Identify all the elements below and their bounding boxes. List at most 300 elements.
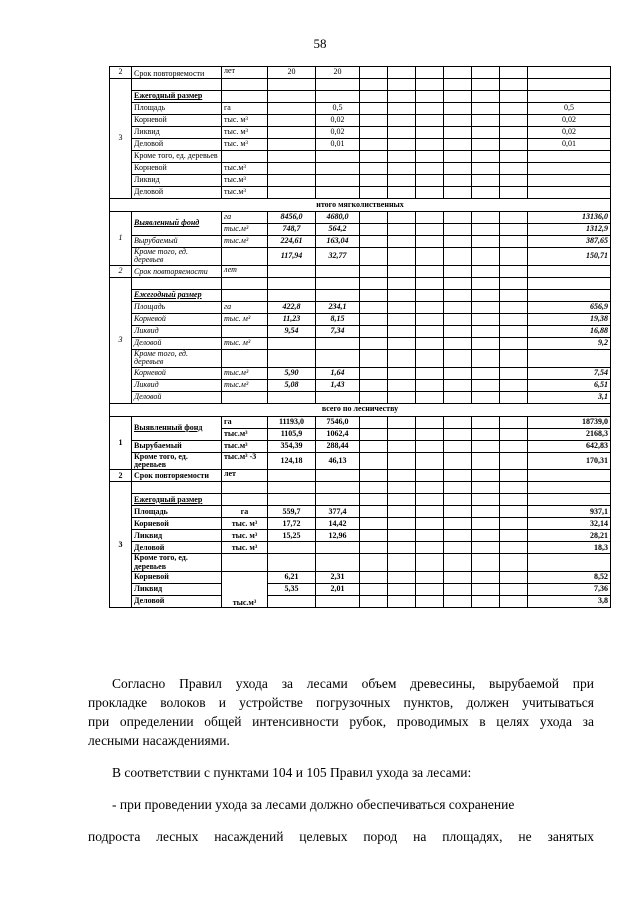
- table-cell: 559,7: [268, 506, 316, 518]
- empty-cell: [416, 289, 444, 301]
- empty-cell: [416, 482, 444, 494]
- empty-cell: [500, 325, 528, 337]
- empty-cell: [132, 91, 222, 103]
- table-cell: 13136,0: [528, 212, 611, 224]
- empty-cell: [388, 452, 416, 470]
- table-cell: тыс.м³: [222, 163, 268, 175]
- table-cell: 288,44: [316, 440, 360, 452]
- empty-cell: [268, 163, 316, 175]
- empty-cell: [360, 265, 388, 277]
- empty-cell: [416, 91, 444, 103]
- empty-cell: [388, 367, 416, 379]
- table-row: [110, 349, 611, 367]
- table-cell: [316, 542, 360, 554]
- empty-cell: [268, 115, 316, 127]
- empty-cell: [268, 103, 316, 115]
- empty-cell: [500, 428, 528, 440]
- empty-cell: [388, 518, 416, 530]
- empty-cell: [388, 470, 416, 482]
- empty-cell: [500, 494, 528, 506]
- empty-cell: [444, 554, 472, 572]
- empty-cell: [360, 151, 388, 163]
- table-row: [110, 391, 611, 403]
- empty-cell: [500, 349, 528, 367]
- empty-cell: [472, 187, 500, 199]
- empty-cell: [500, 416, 528, 428]
- empty-cell: [444, 103, 472, 115]
- empty-cell: [388, 584, 416, 596]
- empty-cell: [268, 277, 316, 289]
- empty-cell: [132, 79, 222, 91]
- table-cell: 170,31: [528, 452, 611, 470]
- empty-cell: [472, 452, 500, 470]
- table-cell: 5,08: [268, 379, 316, 391]
- empty-cell: [316, 470, 360, 482]
- empty-cell: [388, 337, 416, 349]
- page-number: 58: [313, 36, 327, 51]
- empty-cell: [416, 163, 444, 175]
- empty-cell: [472, 325, 500, 337]
- table-cell: тыс.м³: [222, 175, 268, 187]
- empty-cell: [360, 248, 388, 266]
- empty-cell: [472, 416, 500, 428]
- empty-cell: [500, 175, 528, 187]
- empty-cell: [360, 175, 388, 187]
- empty-cell: [416, 596, 444, 608]
- table-cell: Деловой: [132, 391, 222, 403]
- empty-cell: [388, 265, 416, 277]
- empty-cell: [360, 325, 388, 337]
- empty-cell: [388, 440, 416, 452]
- empty-cell: [388, 428, 416, 440]
- table-row: [110, 248, 611, 266]
- table-cell: Площадь: [132, 103, 222, 115]
- row-number: 3: [110, 79, 132, 199]
- empty-cell: [472, 265, 500, 277]
- empty-cell: [416, 224, 444, 236]
- empty-cell: [500, 139, 528, 151]
- table-cell: Деловой: [132, 187, 222, 199]
- empty-cell: [444, 530, 472, 542]
- empty-cell: [444, 325, 472, 337]
- empty-cell: [444, 248, 472, 266]
- section-header-row: [110, 403, 611, 416]
- table-cell: 9,54: [268, 325, 316, 337]
- empty-cell: [472, 313, 500, 325]
- table-row: [110, 163, 611, 175]
- empty-cell: [360, 163, 388, 175]
- empty-cell: [388, 482, 416, 494]
- empty-cell: [444, 175, 472, 187]
- empty-cell: [472, 337, 500, 349]
- empty-cell: [500, 440, 528, 452]
- empty-cell: [388, 313, 416, 325]
- table-cell: 17,72: [268, 518, 316, 530]
- empty-cell: [360, 542, 388, 554]
- empty-cell: [500, 530, 528, 542]
- table-row: [110, 554, 611, 572]
- empty-cell: [360, 236, 388, 248]
- table-cell: 0,5: [528, 103, 611, 115]
- empty-cell: [500, 151, 528, 163]
- table-cell: Ликвид: [132, 325, 222, 337]
- table-cell: Корневой: [132, 518, 222, 530]
- empty-cell: [416, 301, 444, 313]
- empty-cell: [360, 391, 388, 403]
- empty-cell: [360, 554, 388, 572]
- empty-cell: [500, 265, 528, 277]
- empty-cell: [360, 440, 388, 452]
- empty-cell: [360, 301, 388, 313]
- table-cell: 1105,9: [268, 428, 316, 440]
- table-cell: 2: [110, 470, 132, 482]
- empty-cell: [222, 482, 268, 494]
- table-cell: лет: [222, 470, 268, 482]
- empty-cell: [472, 530, 500, 542]
- empty-cell: [316, 187, 360, 199]
- table-cell: 656,9: [528, 301, 611, 313]
- empty-cell: [500, 127, 528, 139]
- table-row: [110, 67, 611, 79]
- table-row: [110, 440, 611, 452]
- empty-cell: [472, 175, 500, 187]
- empty-cell: [444, 151, 472, 163]
- table-row: [110, 482, 611, 494]
- empty-cell: [472, 103, 500, 115]
- table-cell: тыс. м³: [222, 115, 268, 127]
- table-cell: 422,8: [268, 301, 316, 313]
- empty-cell: [268, 91, 316, 103]
- empty-cell: [472, 542, 500, 554]
- empty-cell: [500, 103, 528, 115]
- empty-cell: [388, 212, 416, 224]
- empty-cell: [500, 91, 528, 103]
- section-title: итого мягколиственных: [110, 199, 611, 212]
- table-cell: 124,18: [268, 452, 316, 470]
- empty-cell: [360, 313, 388, 325]
- table-cell: Кроме того, ед. деревьев: [132, 554, 222, 572]
- empty-cell: [500, 452, 528, 470]
- table-cell: 387,65: [528, 236, 611, 248]
- paragraph: В соответствии с пунктами 104 и 105 Правил ухода за лесами:: [112, 765, 472, 780]
- empty-cell: [316, 554, 360, 572]
- empty-cell: [444, 337, 472, 349]
- empty-cell: [444, 277, 472, 289]
- table-cell: [316, 391, 360, 403]
- unit-cell: лет: [222, 67, 268, 79]
- empty-cell: [500, 391, 528, 403]
- table-cell: тыс.м³: [222, 428, 268, 440]
- table-row: [110, 584, 611, 596]
- table-cell: 6,51: [528, 379, 611, 391]
- table-cell: га: [222, 103, 268, 115]
- table-row: [110, 265, 611, 277]
- paragraph: - при проведении ухода за лесами должно обеспечиваться сохранение: [112, 797, 515, 812]
- table-cell: 2168,3: [528, 428, 611, 440]
- empty-cell: [222, 494, 268, 506]
- empty-cell: [472, 79, 500, 91]
- table-row: [110, 530, 611, 542]
- table-cell: Деловой: [132, 596, 222, 608]
- empty-cell: [360, 139, 388, 151]
- table-row: [110, 175, 611, 187]
- empty-cell: [528, 67, 611, 79]
- empty-cell: [132, 494, 222, 506]
- table-cell: 234,1: [316, 301, 360, 313]
- empty-cell: [500, 542, 528, 554]
- empty-cell: [444, 163, 472, 175]
- table-cell: тыс.м³: [222, 572, 268, 608]
- table-cell: 18739,0: [528, 416, 611, 428]
- empty-cell: [528, 265, 611, 277]
- empty-cell: [472, 248, 500, 266]
- empty-cell: [444, 349, 472, 367]
- empty-cell: [388, 91, 416, 103]
- paragraph-line: прокладке волоков и устройстве погрузочных пунктов, должен учитываться: [88, 695, 594, 710]
- empty-cell: [388, 248, 416, 266]
- empty-cell: [472, 67, 500, 79]
- empty-cell: [528, 163, 611, 175]
- empty-cell: [528, 151, 611, 163]
- empty-cell: [528, 187, 611, 199]
- table-row: [110, 313, 611, 325]
- empty-cell: [222, 289, 268, 301]
- table-cell: лет: [222, 265, 268, 277]
- row-number: 2: [110, 67, 132, 79]
- table-cell: га: [222, 301, 268, 313]
- table-cell: 14,42: [316, 518, 360, 530]
- paragraph-line: лесными насаждениями.: [88, 733, 230, 748]
- empty-cell: [500, 277, 528, 289]
- empty-cell: [360, 127, 388, 139]
- table-cell: Срок повторяемости: [132, 470, 222, 482]
- empty-cell: [388, 163, 416, 175]
- empty-cell: [360, 115, 388, 127]
- value-cell: 20: [268, 67, 316, 79]
- empty-cell: [444, 236, 472, 248]
- section-title: всего по лесничеству: [110, 403, 611, 416]
- empty-cell: [268, 187, 316, 199]
- empty-cell: [444, 542, 472, 554]
- table-cell: Корневой: [132, 115, 222, 127]
- empty-cell: [360, 572, 388, 584]
- empty-cell: [472, 554, 500, 572]
- empty-cell: [444, 187, 472, 199]
- empty-cell: [416, 151, 444, 163]
- table-cell: га: [222, 212, 268, 224]
- empty-cell: [360, 416, 388, 428]
- empty-cell: [360, 494, 388, 506]
- table-cell: 11193,0: [268, 416, 316, 428]
- table-cell: Вырубаемый: [132, 440, 222, 452]
- empty-cell: [360, 596, 388, 608]
- empty-cell: [316, 349, 360, 367]
- empty-cell: [472, 139, 500, 151]
- table-row: [110, 506, 611, 518]
- table-cell: 1,64: [316, 367, 360, 379]
- table-cell: 9,2: [528, 337, 611, 349]
- empty-cell: [500, 79, 528, 91]
- empty-cell: [444, 79, 472, 91]
- empty-cell: [528, 554, 611, 572]
- table-row: [110, 542, 611, 554]
- table-cell: 1: [110, 212, 132, 266]
- empty-cell: [388, 139, 416, 151]
- empty-cell: [472, 349, 500, 367]
- table-cell: 1,43: [316, 379, 360, 391]
- table-cell: 12,96: [316, 530, 360, 542]
- table-cell: Кроме того, ед. деревьев: [132, 452, 222, 470]
- empty-cell: [360, 337, 388, 349]
- table-cell: Корневой: [132, 313, 222, 325]
- empty-cell: [222, 248, 268, 266]
- empty-cell: [416, 494, 444, 506]
- empty-cell: [472, 470, 500, 482]
- empty-cell: [360, 482, 388, 494]
- empty-cell: [388, 554, 416, 572]
- table-row: [110, 115, 611, 127]
- empty-cell: [416, 506, 444, 518]
- table-row: [110, 325, 611, 337]
- empty-cell: [500, 67, 528, 79]
- table-row: [110, 277, 611, 289]
- table-cell: тыс.м³: [222, 224, 268, 236]
- empty-cell: [472, 572, 500, 584]
- empty-cell: [416, 313, 444, 325]
- table-cell: тыс.м³: [222, 379, 268, 391]
- table-cell: га: [222, 416, 268, 428]
- table-cell: 3: [110, 277, 132, 403]
- empty-cell: [528, 277, 611, 289]
- table-cell: тыс.м³: [222, 187, 268, 199]
- table-cell: 0,5: [316, 103, 360, 115]
- table-cell: 1312,9: [528, 224, 611, 236]
- empty-cell: [360, 212, 388, 224]
- table-cell: [316, 337, 360, 349]
- empty-cell: [388, 79, 416, 91]
- empty-cell: [444, 127, 472, 139]
- empty-cell: [472, 151, 500, 163]
- table-cell: 28,21: [528, 530, 611, 542]
- table-cell: Корневой: [132, 367, 222, 379]
- empty-cell: [416, 265, 444, 277]
- table-cell: га: [222, 506, 268, 518]
- empty-cell: [416, 470, 444, 482]
- value-cell: 20: [316, 67, 360, 79]
- table-cell: тыс. м³: [222, 518, 268, 530]
- table-cell: [316, 596, 360, 608]
- table-cell: 0,01: [528, 139, 611, 151]
- empty-cell: [444, 506, 472, 518]
- empty-cell: [388, 224, 416, 236]
- empty-cell: [500, 212, 528, 224]
- empty-cell: [416, 325, 444, 337]
- empty-cell: [528, 91, 611, 103]
- table-cell: Вырубаемый: [132, 236, 222, 248]
- empty-cell: [388, 67, 416, 79]
- empty-cell: [472, 584, 500, 596]
- table-cell: 224,61: [268, 236, 316, 248]
- table-cell: тыс. м³: [222, 127, 268, 139]
- row-label: Срок повторяемости: [132, 67, 222, 79]
- table-cell: 0,02: [528, 115, 611, 127]
- table-cell: 2,31: [316, 572, 360, 584]
- annual-size-heading: Ежегодный размер: [134, 91, 203, 101]
- empty-cell: [444, 416, 472, 428]
- table-cell: 4680,0: [316, 212, 360, 224]
- empty-cell: [416, 416, 444, 428]
- table-cell: 32,14: [528, 518, 611, 530]
- empty-cell: [500, 236, 528, 248]
- empty-cell: [472, 428, 500, 440]
- empty-cell: [500, 313, 528, 325]
- empty-cell: [444, 518, 472, 530]
- table-cell: 7,34: [316, 325, 360, 337]
- empty-cell: [388, 236, 416, 248]
- empty-cell: [316, 175, 360, 187]
- empty-cell: [388, 151, 416, 163]
- empty-cell: [316, 277, 360, 289]
- empty-cell: [132, 416, 222, 440]
- table-cell: тыс.м³: [222, 236, 268, 248]
- table-cell: 5,35: [268, 584, 316, 596]
- empty-cell: [444, 367, 472, 379]
- empty-cell: [416, 212, 444, 224]
- empty-cell: [360, 224, 388, 236]
- empty-cell: [268, 470, 316, 482]
- table-cell: 117,94: [268, 248, 316, 266]
- table-row: [110, 379, 611, 391]
- table-cell: 2: [110, 265, 132, 277]
- table-cell: 354,39: [268, 440, 316, 452]
- empty-cell: [416, 554, 444, 572]
- table-cell: 8,15: [316, 313, 360, 325]
- empty-cell: [500, 506, 528, 518]
- table-row: [110, 127, 611, 139]
- empty-cell: [388, 301, 416, 313]
- row-heading: Выявленный фонд: [134, 422, 203, 432]
- table-cell: [268, 391, 316, 403]
- table-cell: 0,02: [528, 127, 611, 139]
- table-cell: тыс. м³: [222, 313, 268, 325]
- empty-cell: [316, 494, 360, 506]
- empty-cell: [222, 151, 268, 163]
- empty-cell: [416, 428, 444, 440]
- empty-cell: [360, 91, 388, 103]
- table-row: [110, 91, 611, 103]
- empty-cell: [268, 349, 316, 367]
- empty-cell: [472, 289, 500, 301]
- empty-cell: [388, 416, 416, 428]
- empty-cell: [416, 337, 444, 349]
- empty-cell: [268, 289, 316, 301]
- empty-cell: [500, 379, 528, 391]
- empty-cell: [528, 289, 611, 301]
- empty-cell: [360, 103, 388, 115]
- empty-cell: [444, 313, 472, 325]
- table-cell: 0,02: [316, 127, 360, 139]
- table-cell: Срок повторяемости: [132, 265, 222, 277]
- table-cell: 642,83: [528, 440, 611, 452]
- table-cell: 32,77: [316, 248, 360, 266]
- empty-cell: [500, 163, 528, 175]
- table-row: [110, 572, 611, 584]
- table-cell: [222, 391, 268, 403]
- empty-cell: [500, 224, 528, 236]
- paragraph-line: при определении общей интенсивности рубок, проводимых в целях ухода за: [88, 714, 594, 729]
- table-cell: Ликвид: [132, 584, 222, 596]
- empty-cell: [268, 554, 316, 572]
